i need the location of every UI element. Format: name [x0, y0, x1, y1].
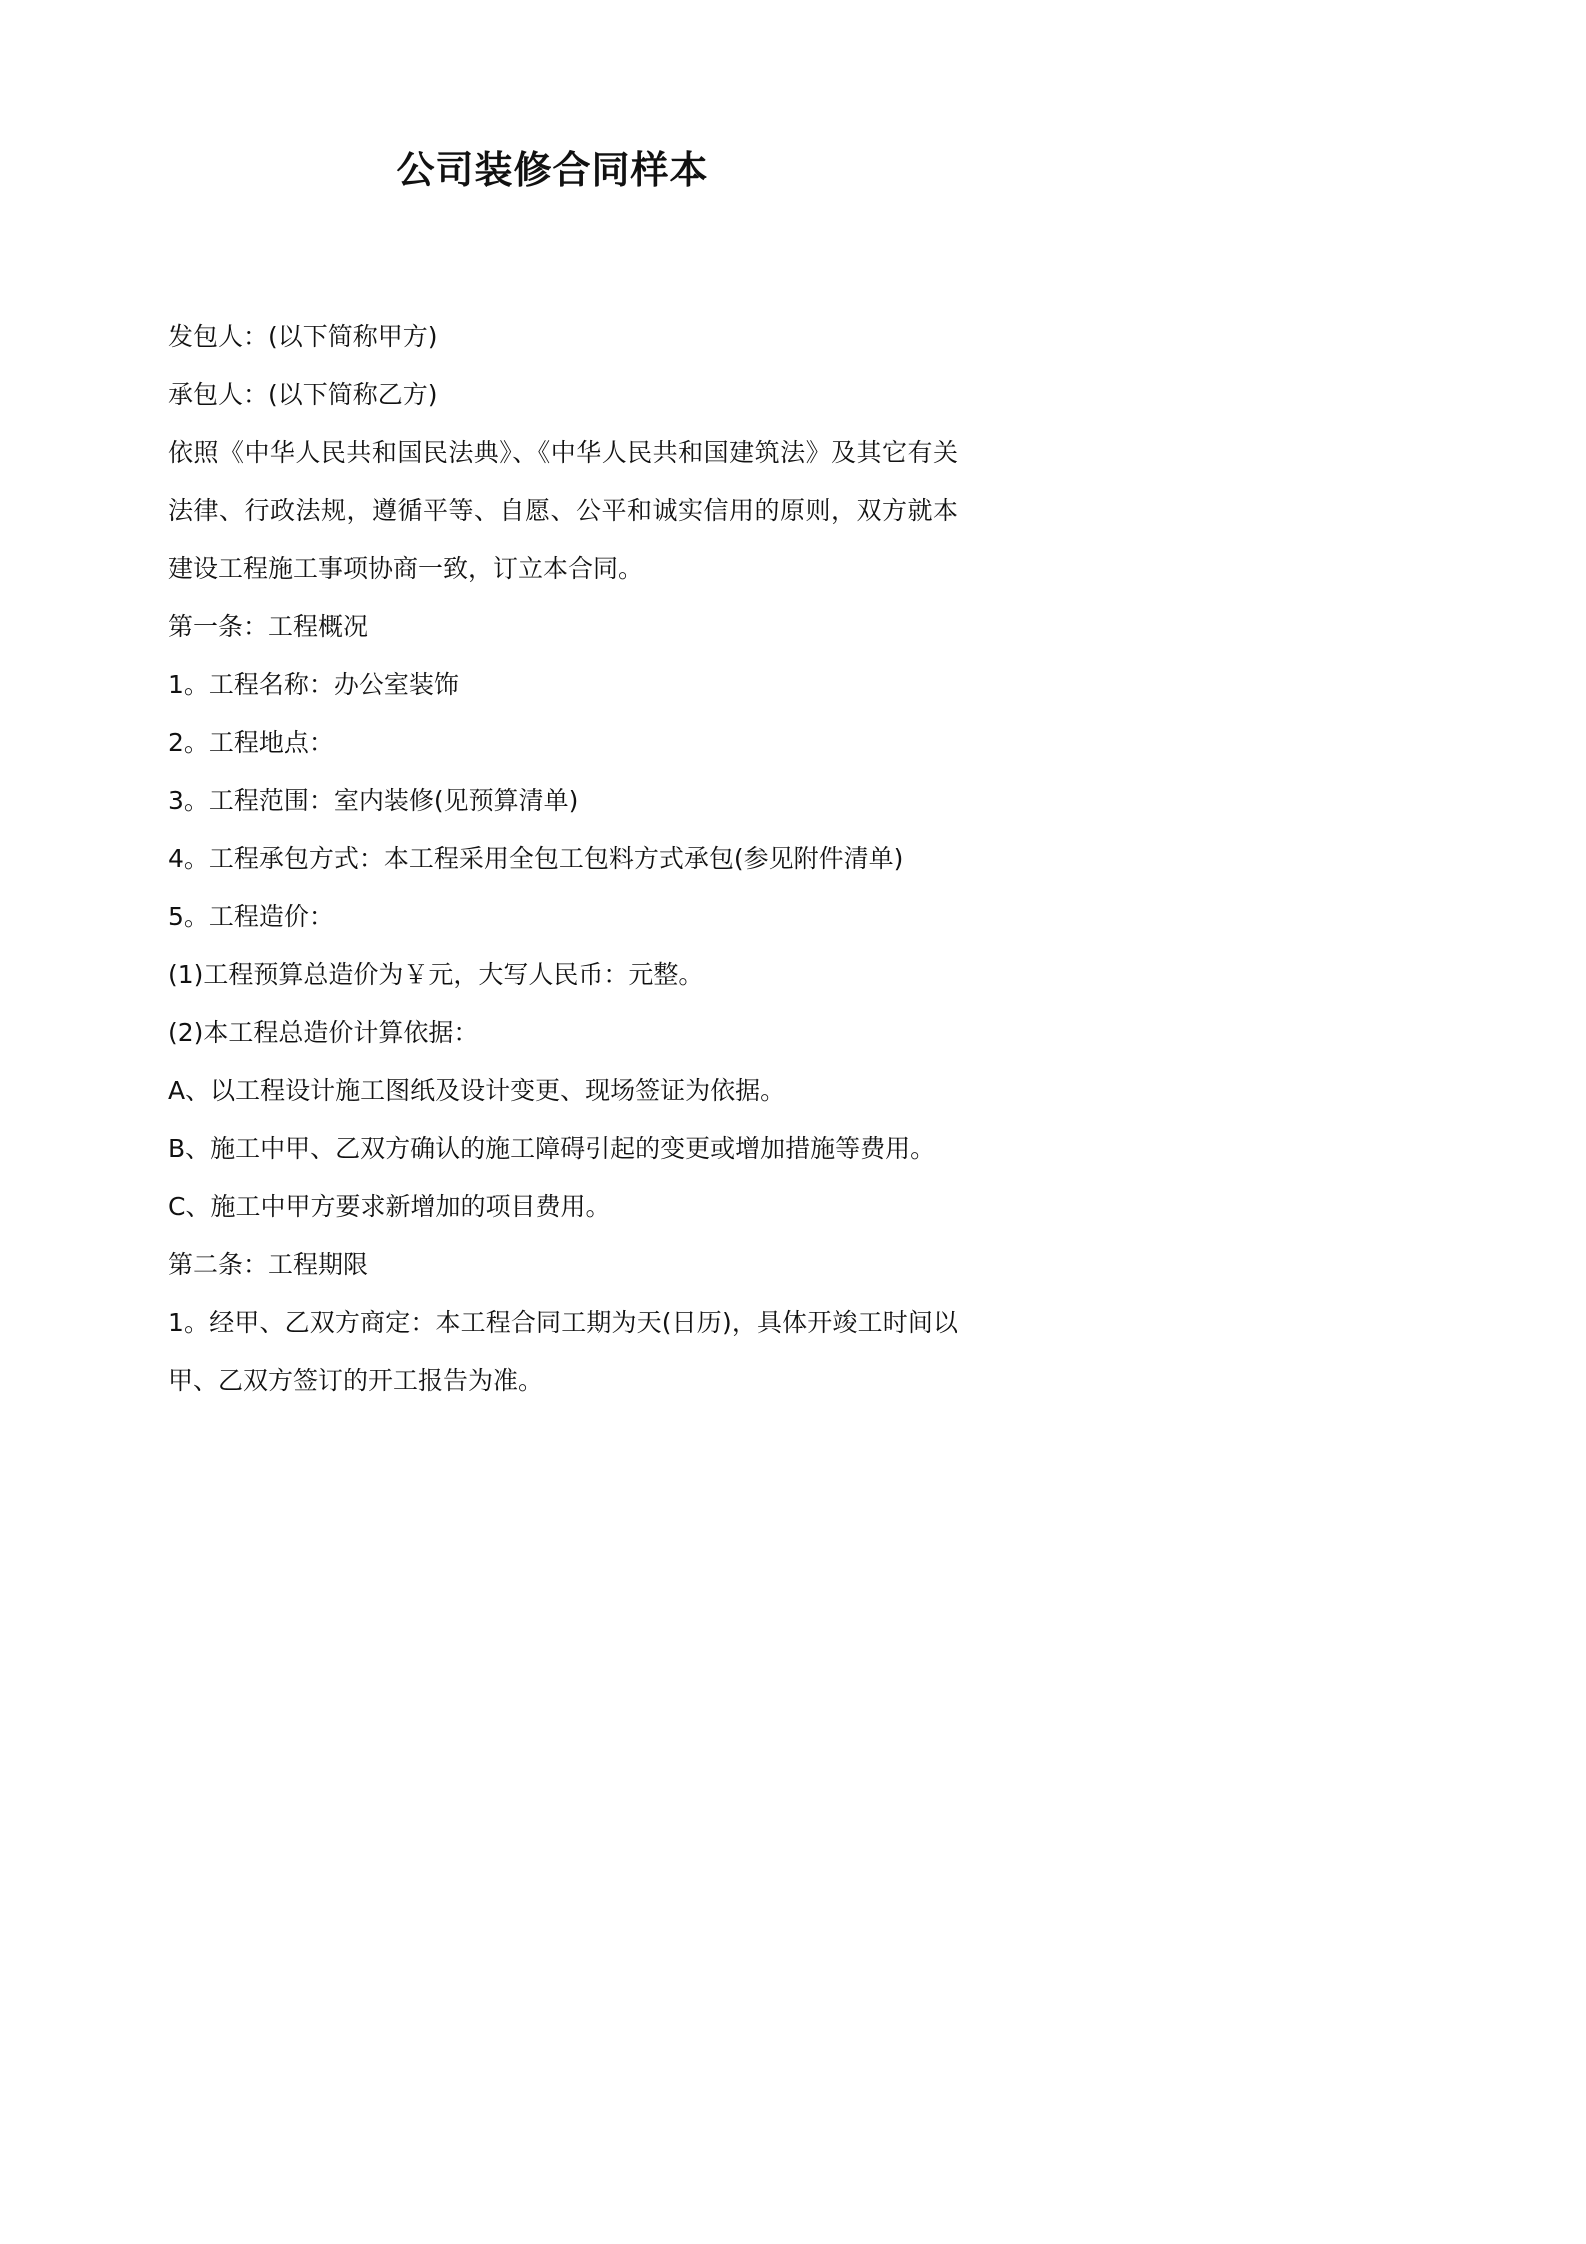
project-cost-heading: 5。工程造价： — [168, 902, 334, 931]
party-b-line: 承包人：(以下简称乙方) — [168, 380, 438, 409]
project-name-line: 1。工程名称：办公室装饰 — [168, 670, 459, 699]
party-a-line: 发包人：(以下简称甲方) — [168, 322, 438, 351]
cost-basis-item-c: C、施工中甲方要求新增加的项目费用。 — [168, 1192, 611, 1221]
contract-method-line: 4。工程承包方式：本工程采用全包工包料方式承包(参见附件清单) — [168, 844, 904, 873]
project-scope-line: 3。工程范围：室内装修(见预算清单) — [168, 786, 579, 815]
project-location-line: 2。工程地点： — [168, 728, 334, 757]
cost-basis-item-b: B、施工中甲、乙双方确认的施工障碍引起的变更或增加措施等费用。 — [168, 1134, 936, 1163]
duration-paragraph: 1。经甲、乙双方商定：本工程合同工期为天(日历)，具体开竣工时间以甲、乙双方签订的开工报告为准。 — [168, 1308, 958, 1395]
document-body — [168, 308, 958, 1410]
cost-basis-item-a: A、以工程设计施工图纸及设计变更、现场签证为依据。 — [168, 1076, 786, 1105]
cost-basis-heading: (2)本工程总造价计算依据： — [168, 1018, 479, 1047]
document-page — [0, 0, 1105, 1563]
document-title: 公司装修合同样本 — [396, 148, 709, 192]
preamble-paragraph: 依照《中华人民共和国民法典》、《中华人民共和国建筑法》及其它有关法律、行政法规，遵循平等、自愿、公平和诚实信用的原则，双方就本建设工程施工事项协商一致，订立本合同。 — [168, 438, 958, 583]
article-2-heading: 第二条：工程期限 — [168, 1250, 369, 1279]
budget-total-line: (1)工程预算总造价为￥元，大写人民币：元整。 — [168, 960, 704, 989]
article-1-heading: 第一条：工程概况 — [168, 612, 369, 641]
